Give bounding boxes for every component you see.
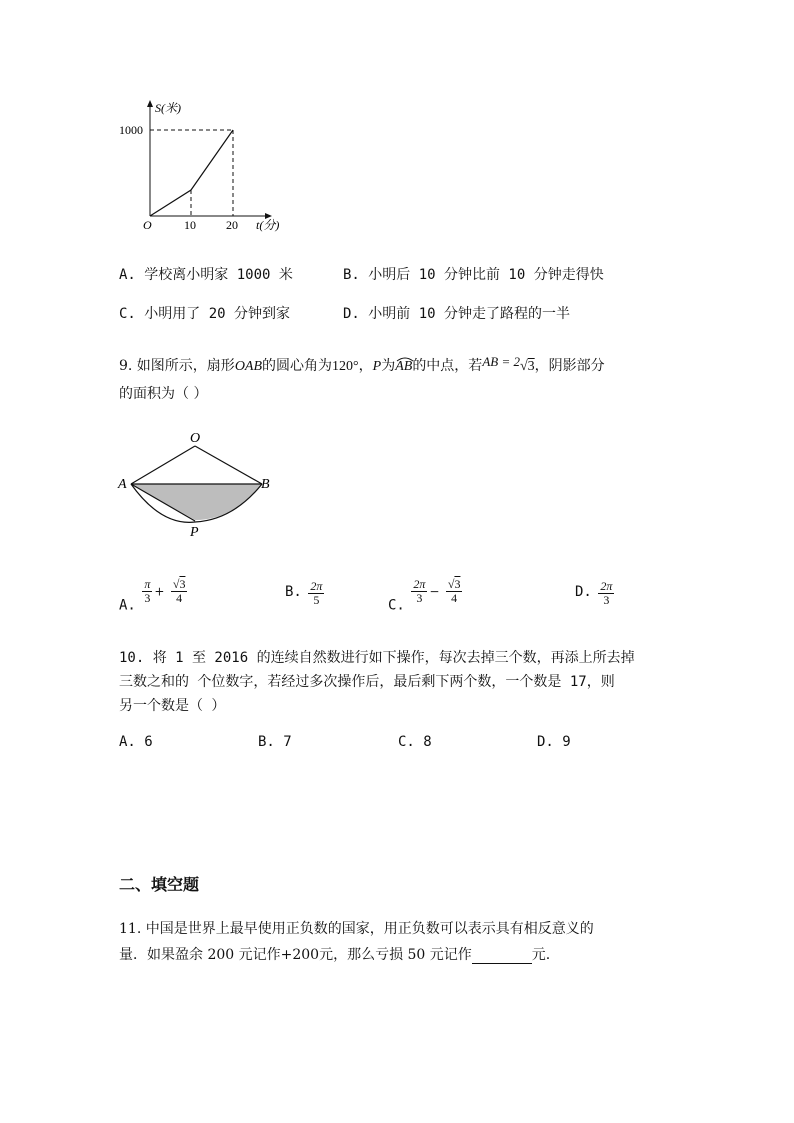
label-a: A (118, 477, 127, 492)
q9-option-a (119, 578, 189, 614)
q10-line1: 10. 将 1 至 2016 的连续自然数进行如下操作，每次去掉三个数，再添上所去掉 (119, 650, 635, 666)
sector-figure (115, 428, 280, 540)
fraction: $\frac{\pi}{3}$ (144, 577, 151, 605)
fraction: $\frac{2\pi}{3}$ (600, 579, 613, 607)
q9-question-line1 (119, 354, 605, 375)
q10-option-b: B. 7 (258, 734, 292, 750)
q9-angle: 120° (332, 359, 359, 374)
y-tick-1000: 1000 (119, 123, 143, 137)
q9-sector-name: OAB (234, 359, 263, 374)
shaded-region (131, 484, 262, 520)
q9-text: ， (358, 358, 373, 374)
q9-text: 的圆心角为 (262, 358, 333, 374)
q8-option-d: D. 小明前 10 分钟走了路程的一半 (343, 306, 571, 322)
option-letter: A. (119, 597, 136, 614)
label-o: O (190, 431, 201, 446)
option-letter: C. (388, 597, 405, 614)
fraction: $\frac{√3}{4}$ (447, 577, 461, 605)
option-letter: D. (575, 584, 592, 600)
answer-blank[interactable] (472, 949, 532, 964)
q9-ab-equation: AB = 2 (482, 354, 520, 369)
q9-point-p: P (372, 359, 382, 374)
q9-arc-ab: AB (395, 359, 412, 375)
label-p: P (190, 525, 199, 540)
fraction: $\frac{√3}{4}$ (172, 577, 186, 605)
q9-text: 的中点，若 (412, 358, 483, 374)
operator: + (154, 584, 165, 599)
sqrt-icon: √ (172, 577, 180, 591)
q11-text: 元. (531, 947, 551, 963)
q9-option-b (285, 580, 326, 607)
q10-option-d: D. 9 (537, 734, 571, 750)
q9-text: 为 (381, 358, 396, 374)
x-tick-20: 20 (226, 218, 238, 232)
fraction: $\frac{2\pi}{5}$ (310, 579, 323, 607)
segment-oa (131, 446, 195, 484)
y-axis-arrow (147, 100, 153, 107)
arc-mark-icon (396, 356, 414, 362)
q9-option-c (388, 578, 464, 614)
q9-text: ，阴影部分 (534, 358, 605, 374)
distance-time-graph (110, 98, 300, 238)
section-heading: 二、填空题 (119, 875, 200, 894)
label-b: B (261, 477, 270, 492)
q9-question-line2: 的面积为（ ） (119, 386, 208, 402)
q11-text: 量．如果盈余 200 元记作+200元，那么亏损 50 元记作 (119, 947, 472, 963)
q8-option-c: C. 小明用了 20 分钟到家 (119, 306, 291, 322)
q8-option-b: B. 小明后 10 分钟比前 10 分钟走得快 (343, 267, 604, 283)
q9-sqrt-value: 3 (527, 359, 535, 374)
q9-option-d (575, 580, 616, 607)
q9-text: 9. 如图所示，扇形 (119, 358, 235, 374)
sqrt-icon: √ (519, 359, 528, 374)
q10-line3: 另一个数是（ ） (119, 698, 226, 714)
q8-option-a: A. 学校离小明家 1000 米 (119, 267, 293, 283)
sqrt-icon: √ (447, 577, 455, 591)
q11-line1: 11. 中国是世界上最早使用正负数的国家，用正负数可以表示具有相反意义的 (119, 921, 594, 937)
segment-ob (195, 446, 262, 484)
q11-line2 (119, 944, 550, 964)
origin-label: O (143, 218, 152, 232)
fraction: $\frac{2\pi}{3}$ (413, 577, 426, 605)
x-axis-label: t(分) (256, 218, 280, 232)
y-axis-label: S(米) (155, 101, 181, 115)
q10-option-c: C. 8 (398, 734, 432, 750)
x-tick-10: 10 (184, 218, 196, 232)
distance-line (150, 130, 233, 216)
q10-option-a: A. 6 (119, 734, 153, 750)
q10-line2: 三数之和的 个位数字，若经过多次操作后，最后剩下两个数，一个数是 17，则 (119, 674, 615, 690)
operator: − (429, 584, 440, 599)
option-letter: B. (285, 584, 302, 600)
